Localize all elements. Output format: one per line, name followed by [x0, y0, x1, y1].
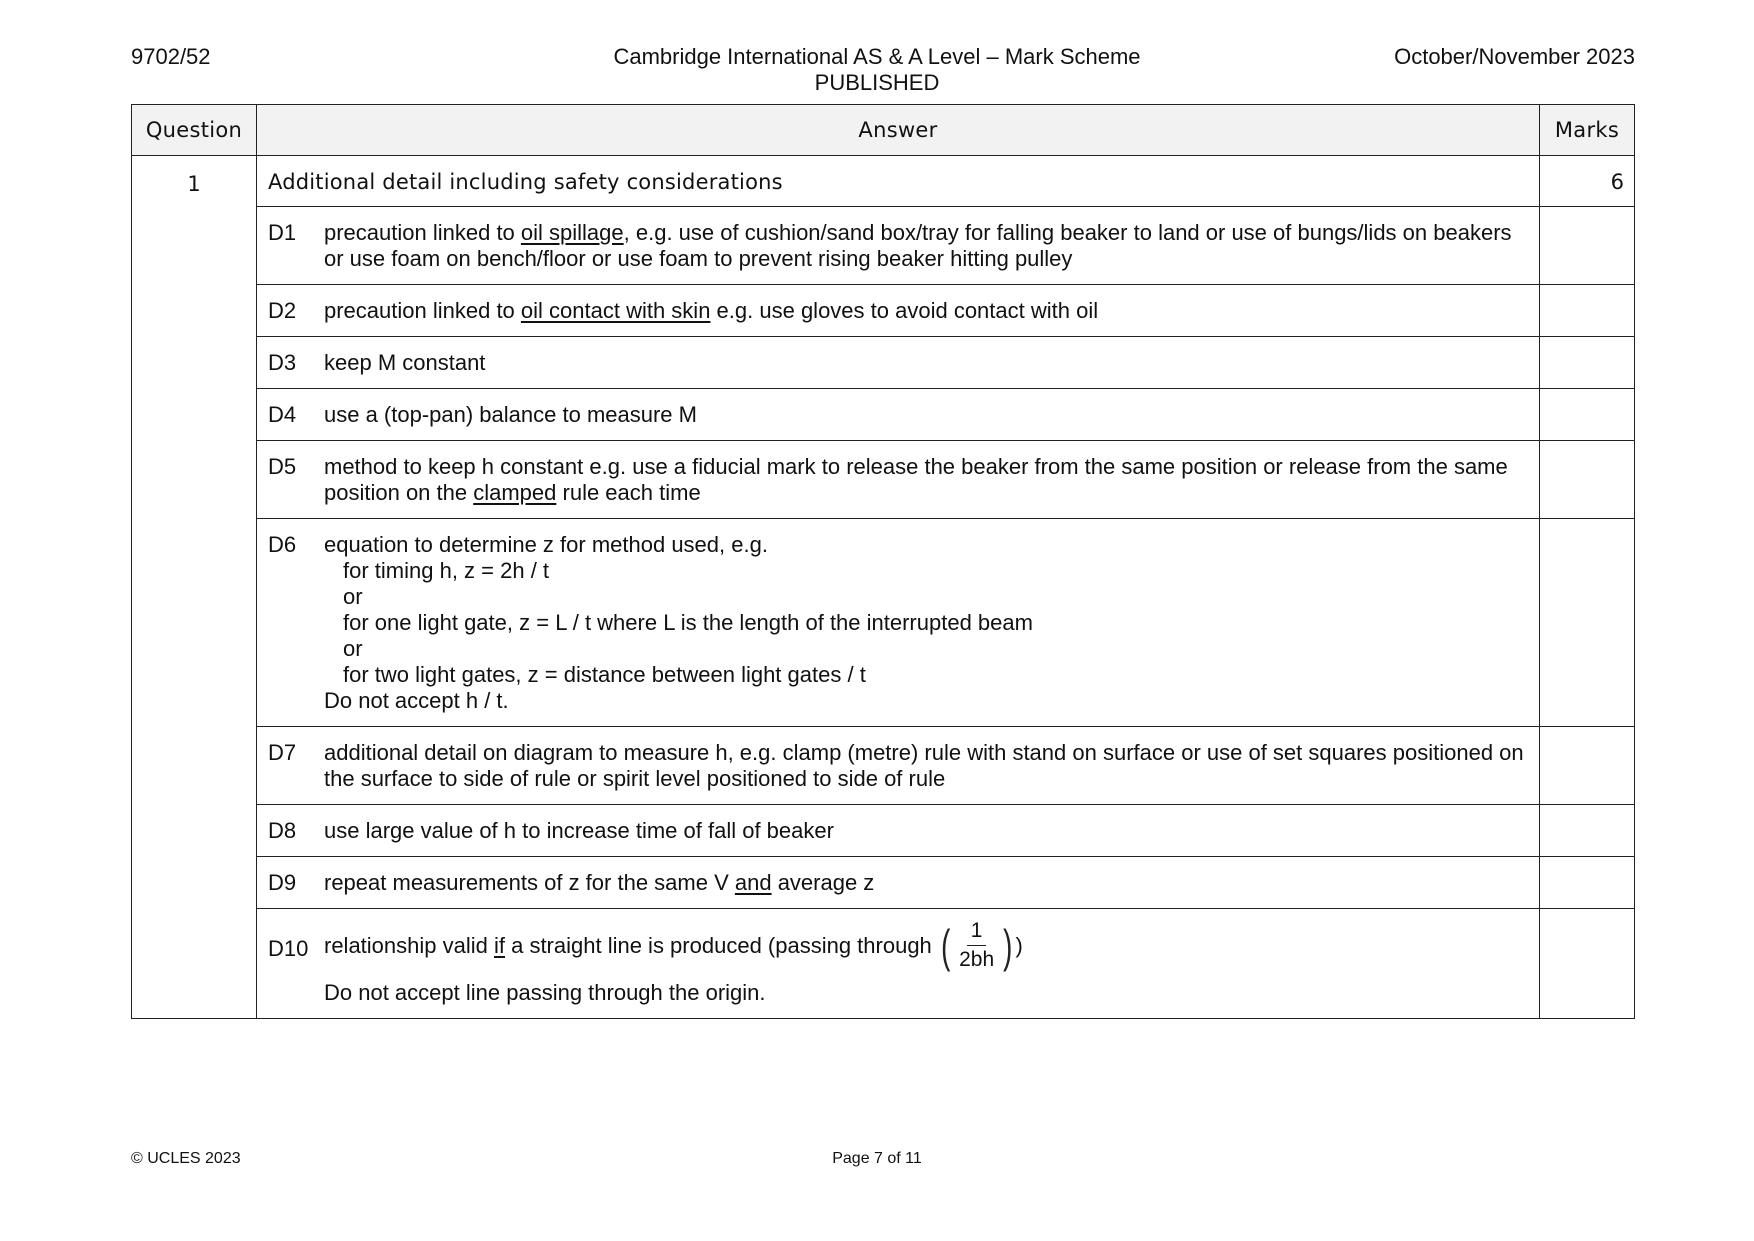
- fraction: [955, 919, 998, 972]
- underlined-key-term: oil spillage: [520, 220, 624, 245]
- table-row: [132, 337, 1635, 389]
- fraction-denominator: 2bh: [959, 948, 995, 971]
- copyright-notice: © UCLES 2023: [131, 1150, 241, 1167]
- point-label: D8: [268, 818, 297, 843]
- point-d6: [257, 519, 1540, 727]
- title-line-1: Cambridge International AS & A Level – Mark Scheme: [613, 44, 1141, 69]
- equation-two-gates: for two light gates, z = distance between light gates / t: [343, 662, 866, 687]
- closing-paren: ): [1015, 932, 1023, 958]
- marks-cell: [1540, 727, 1635, 805]
- column-header-question: Question: [132, 105, 257, 156]
- column-header-answer: Answer: [257, 105, 1540, 156]
- marks-cell: [1540, 285, 1635, 337]
- or-separator: or: [343, 636, 363, 661]
- table-header-row: [132, 105, 1635, 156]
- point-text: keep M constant: [324, 350, 486, 375]
- exam-session: October/November 2023: [1394, 44, 1635, 69]
- point-d9: [257, 857, 1540, 909]
- point-d5: [257, 441, 1540, 519]
- point-d10: [257, 909, 1540, 1019]
- table-row: [132, 805, 1635, 857]
- mark-scheme-table: [131, 104, 1635, 1019]
- marks-cell: [1540, 441, 1635, 519]
- paper-code: 9702/52: [131, 44, 211, 69]
- table-row: [132, 156, 1635, 207]
- point-d8: [257, 805, 1540, 857]
- column-header-marks: Marks: [1540, 105, 1635, 156]
- table-row: [132, 727, 1635, 805]
- point-label: D3: [268, 350, 297, 375]
- table-row: [132, 389, 1635, 441]
- point-text: use a (top-pan) balance to measure M: [324, 402, 697, 427]
- relationship-line: relationship valid if a straight line is produced (passing through ( $\frac{1}{2bh}$ ) ): [324, 919, 1023, 972]
- point-label: D7: [268, 740, 297, 765]
- table-row: [132, 207, 1635, 285]
- marks-cell: [1540, 337, 1635, 389]
- question-number: 1: [132, 156, 257, 1019]
- point-text: method to keep h constant e.g. use a fiducial mark to release the beaker from the same position or release from the same position on the clamped rule each time: [324, 454, 1508, 505]
- right-paren: ): [1003, 919, 1013, 972]
- equation-one-gate: for one light gate, z = L / t where L is the length of the interrupted beam: [343, 610, 1033, 635]
- point-label: D5: [268, 454, 297, 479]
- table-row: [132, 285, 1635, 337]
- point-d1: [257, 207, 1540, 285]
- table-row: [132, 857, 1635, 909]
- point-d4: [257, 389, 1540, 441]
- underlined-key-term: and: [734, 870, 772, 895]
- point-text: precaution linked to oil contact with skin e.g. use gloves to avoid contact with oil: [324, 298, 1099, 323]
- point-label: D2: [268, 298, 297, 323]
- fraction-one-over-2bh: [938, 919, 1023, 972]
- point-text: additional detail on diagram to measure h, e.g. clamp (metre) rule with stand on surface or use of set squares positioned on the surface to side of rule or spirit level positioned to side of rule: [324, 740, 1524, 791]
- page-number: Page 7 of 11: [832, 1150, 922, 1167]
- marks-cell: [1540, 805, 1635, 857]
- point-d3: [257, 337, 1540, 389]
- left-paren: (: [940, 919, 951, 972]
- title-line-2: PUBLISHED: [814, 70, 940, 95]
- equation-intro: equation to determine z for method used, e.g.: [324, 532, 768, 557]
- equation-timing: for timing h, z = 2h / t: [343, 558, 550, 583]
- table-row: [132, 519, 1635, 727]
- point-label: D9: [268, 870, 297, 895]
- point-label: D10: [268, 936, 309, 961]
- point-text: use large value of h to increase time of fall of beaker: [324, 818, 834, 843]
- point-text: repeat measurements of z for the same V and average z: [324, 870, 875, 895]
- point-text: precaution linked to oil spillage, e.g. use of cushion/sand box/tray for falling beaker to land or use of bungs/lids on beakers or use foam on bench/floor or use foam to prevent rising beaker hitting pulley: [324, 220, 1512, 271]
- or-separator: or: [343, 584, 363, 609]
- marks-cell: [1540, 857, 1635, 909]
- rejection-note: Do not accept h / t.: [324, 688, 509, 713]
- answer-heading: Additional detail including safety considerations: [257, 156, 1540, 207]
- marks-cell: [1540, 909, 1635, 1019]
- table-row: [132, 441, 1635, 519]
- fraction-numerator: 1: [967, 919, 987, 946]
- point-text: [324, 532, 1525, 714]
- marks-cell: [1540, 519, 1635, 727]
- marks-total: 6: [1540, 156, 1635, 207]
- underlined-key-term: clamped: [473, 480, 557, 505]
- underlined-key-term: if: [493, 932, 505, 958]
- marks-cell: [1540, 389, 1635, 441]
- point-label: D6: [268, 532, 297, 557]
- point-label: D1: [268, 220, 297, 245]
- underlined-key-term: oil contact with skin: [520, 298, 711, 323]
- point-d7: [257, 727, 1540, 805]
- rejection-note: Do not accept line passing through the origin.: [324, 980, 766, 1005]
- table-row: [132, 909, 1635, 1019]
- point-label: D4: [268, 402, 297, 427]
- point-text: [324, 919, 1525, 1006]
- marks-cell: [1540, 207, 1635, 285]
- point-d2: [257, 285, 1540, 337]
